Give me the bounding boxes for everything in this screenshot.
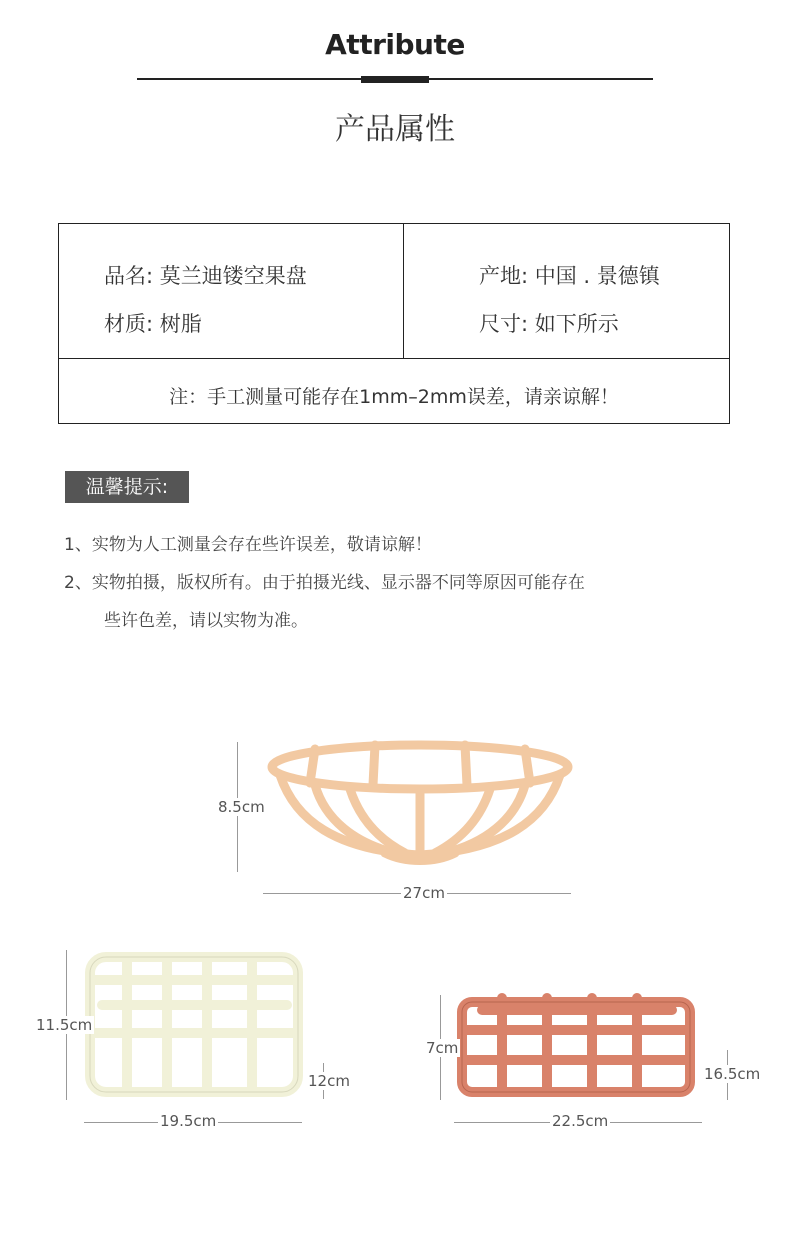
attr-origin: 产地: 中国 . 景德镇 bbox=[479, 264, 660, 288]
tip-line-1: 1、实物为人工测量会存在些许误差，敬请谅解！ bbox=[64, 535, 432, 555]
bowl-width-label: 27cm bbox=[403, 884, 445, 902]
attr-product-name: 品名: 莫兰迪镂空果盘 bbox=[104, 264, 307, 288]
title-chinese: 产品属性 bbox=[335, 112, 455, 147]
bowl-height-label: 8.5cm bbox=[218, 798, 265, 816]
attr-material: 材质: 树脂 bbox=[104, 312, 202, 336]
title-divider-accent bbox=[361, 76, 429, 83]
cream-basket-depth-label: 12cm bbox=[308, 1072, 350, 1090]
terracotta-basket-height-label: 7cm bbox=[426, 1039, 459, 1057]
cream-basket-height-label: 11.5cm bbox=[36, 1016, 93, 1034]
attribute-table bbox=[58, 223, 730, 424]
tip-line-2-continued: 些许色差，请以实物为准。 bbox=[104, 611, 308, 631]
terracotta-basket-depth-label: 16.5cm bbox=[704, 1065, 761, 1083]
tips-badge: 温馨提示: bbox=[65, 471, 189, 503]
attr-size: 尺寸: 如下所示 bbox=[479, 312, 619, 336]
terracotta-basket-width-label: 22.5cm bbox=[552, 1112, 609, 1130]
attr-note: 注：手工测量可能存在1mm–2mm误差，请亲谅解！ bbox=[169, 386, 619, 408]
cream-basket-width-label: 19.5cm bbox=[160, 1112, 217, 1130]
title-english: Attribute bbox=[325, 28, 465, 61]
tip-line-2: 2、实物拍摄，版权所有。由于拍摄光线、显示器不同等原因可能存在 bbox=[64, 573, 585, 593]
cream-basket-image bbox=[82, 945, 307, 1105]
table-vertical-divider bbox=[403, 224, 404, 358]
terracotta-basket-image bbox=[452, 990, 702, 1105]
bowl-image bbox=[255, 735, 585, 875]
table-horizontal-divider bbox=[59, 358, 729, 359]
